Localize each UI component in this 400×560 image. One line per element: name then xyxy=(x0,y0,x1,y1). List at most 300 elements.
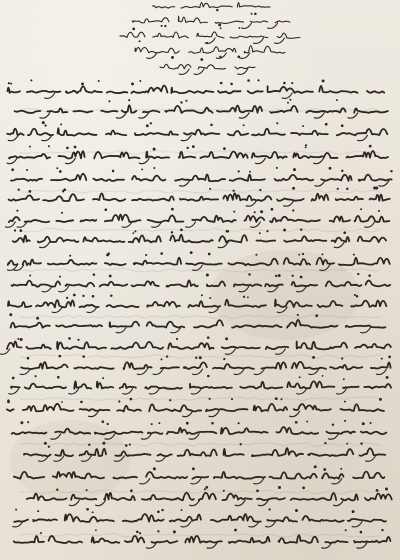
handwritten-word xyxy=(106,130,126,135)
diacritic-dot xyxy=(240,443,242,445)
handwritten-word xyxy=(49,536,82,543)
diacritic-dot xyxy=(61,212,63,214)
diacritic-dot xyxy=(254,211,256,213)
handwritten-word xyxy=(364,384,391,388)
diacritic-dot xyxy=(15,509,17,511)
text-line xyxy=(14,529,391,549)
handwritten-word xyxy=(275,300,312,307)
handwritten-stroke xyxy=(59,286,69,291)
handwritten-word xyxy=(23,260,41,266)
handwritten-word xyxy=(254,404,288,411)
handwritten-word xyxy=(48,108,68,112)
diacritic-dot xyxy=(29,146,31,148)
handwritten-word xyxy=(179,152,196,158)
handwritten-word xyxy=(73,111,92,113)
diacritic-dot xyxy=(199,356,202,359)
handwritten-word xyxy=(277,199,304,201)
handwritten-stroke xyxy=(7,158,17,163)
handwritten-word xyxy=(351,300,386,306)
handwritten-word xyxy=(105,215,140,222)
handwritten-stroke xyxy=(96,500,106,505)
handwritten-word xyxy=(219,235,247,242)
handwritten-word xyxy=(330,216,350,222)
handwritten-stroke xyxy=(20,369,30,374)
handwritten-word xyxy=(43,194,84,201)
diacritic-dot xyxy=(60,123,62,125)
diacritic-dot xyxy=(216,9,218,11)
handwritten-word xyxy=(117,406,141,412)
text-line xyxy=(9,313,385,333)
handwritten-word xyxy=(336,197,363,201)
diacritic-dot xyxy=(112,171,114,173)
diacritic-dot xyxy=(139,40,141,42)
handwritten-word xyxy=(184,130,219,135)
handwritten-word xyxy=(11,387,20,388)
diacritic-dot xyxy=(20,421,23,424)
handwritten-word xyxy=(326,281,362,286)
handwritten-word xyxy=(197,32,224,38)
diacritic-dot xyxy=(322,375,324,377)
diacritic-dot xyxy=(289,99,291,101)
handwritten-word xyxy=(306,108,345,112)
handwritten-word xyxy=(146,472,187,478)
handwritten-word xyxy=(359,175,392,181)
diacritic-dot xyxy=(73,294,76,297)
diacritic-dot xyxy=(82,295,84,297)
handwritten-word xyxy=(218,91,241,93)
handwritten-stroke xyxy=(209,307,219,312)
diacritic-dot xyxy=(192,145,195,148)
handwritten-word xyxy=(339,258,390,265)
handwritten-word xyxy=(265,284,283,286)
handwritten-word xyxy=(354,108,388,112)
handwritten-word xyxy=(56,220,73,222)
diacritic-dot xyxy=(206,274,209,277)
handwritten-stroke xyxy=(116,327,126,332)
handwritten-word xyxy=(341,494,358,500)
handwritten-stroke xyxy=(275,38,285,43)
diacritic-dot xyxy=(346,443,348,445)
diacritic-dot xyxy=(295,421,298,424)
handwritten-stroke xyxy=(141,434,151,439)
handwritten-word xyxy=(14,520,28,522)
handwritten-word xyxy=(222,494,251,500)
diacritic-dot xyxy=(68,337,71,340)
handwritten-word xyxy=(113,477,136,479)
handwritten-stroke xyxy=(297,389,307,394)
diacritic-dot xyxy=(104,208,107,211)
handwritten-word xyxy=(120,32,145,37)
diacritic-dot xyxy=(139,532,141,534)
diacritic-dot xyxy=(386,376,389,379)
diacritic-dot xyxy=(283,82,286,85)
diacritic-dot xyxy=(247,79,250,82)
handwritten-word xyxy=(326,432,355,434)
diacritic-dot xyxy=(35,375,37,377)
handwritten-word xyxy=(13,236,30,243)
handwritten-word xyxy=(198,65,225,69)
handwritten-word xyxy=(66,283,95,287)
diacritic-dot xyxy=(223,147,226,150)
handwritten-word xyxy=(213,364,254,369)
handwritten-word xyxy=(358,236,386,242)
diacritic-dot xyxy=(14,229,16,231)
diacritic-dot xyxy=(314,465,317,468)
handwritten-word xyxy=(83,237,124,242)
handwritten-word xyxy=(93,179,124,181)
diacritic-dot xyxy=(220,82,223,85)
handwritten-word xyxy=(24,454,51,457)
diacritic-dot xyxy=(57,376,60,379)
handwritten-word xyxy=(181,3,232,8)
handwritten-word xyxy=(257,498,285,500)
handwritten-word xyxy=(107,305,139,307)
diacritic-dot xyxy=(248,273,250,275)
diacritic-dot xyxy=(132,232,134,234)
handwritten-stroke xyxy=(147,53,157,58)
diacritic-dot xyxy=(356,295,359,298)
diacritic-dot xyxy=(110,294,112,296)
diacritic-dot xyxy=(102,420,105,423)
diacritic-dot xyxy=(238,27,240,29)
handwritten-word xyxy=(354,537,390,543)
diacritic-dot xyxy=(86,508,89,511)
handwritten-word xyxy=(80,305,99,307)
handwritten-word xyxy=(110,322,140,327)
handwritten-stroke xyxy=(54,456,64,461)
diacritic-dot xyxy=(234,529,237,532)
diacritic-dot xyxy=(102,377,104,379)
diacritic-dot xyxy=(130,489,133,492)
diacritic-dot xyxy=(130,398,133,401)
handwritten-word xyxy=(51,174,86,181)
diacritic-dot xyxy=(255,254,257,256)
handwritten-word xyxy=(206,409,248,411)
handwritten-stroke xyxy=(114,456,124,461)
handwritten-word xyxy=(115,451,150,455)
handwritten-word xyxy=(25,384,66,389)
diacritic-dot xyxy=(146,124,149,127)
handwritten-stroke xyxy=(329,434,339,439)
handwritten-word xyxy=(221,428,268,434)
diacritic-dot xyxy=(157,530,159,532)
handwritten-stroke xyxy=(358,135,368,140)
diacritic-dot xyxy=(161,509,163,511)
diacritic-dot xyxy=(66,147,69,150)
handwritten-stroke xyxy=(183,411,193,416)
diacritic-dot xyxy=(362,422,365,425)
diacritic-dot xyxy=(360,531,363,534)
diacritic-dot xyxy=(27,357,30,360)
handwritten-stroke xyxy=(334,500,344,505)
handwritten-stroke xyxy=(40,242,50,247)
handwritten-stroke xyxy=(352,522,362,527)
diacritic-dot xyxy=(297,314,299,316)
diacritic-dot xyxy=(352,510,355,513)
handwritten-stroke xyxy=(240,53,250,58)
diacritic-dot xyxy=(153,167,155,169)
body-text-block xyxy=(0,79,393,548)
handwritten-word xyxy=(8,88,21,93)
diacritic-dot xyxy=(388,356,391,359)
handwritten-word xyxy=(185,536,222,543)
handwritten-word xyxy=(355,216,390,222)
handwritten-word xyxy=(370,194,390,200)
diacritic-dot xyxy=(98,80,100,82)
text-line xyxy=(0,336,391,354)
handwritten-word xyxy=(27,345,51,349)
diacritic-dot xyxy=(341,170,343,172)
handwritten-word xyxy=(145,387,182,389)
diacritic-dot xyxy=(27,421,29,423)
handwritten-stroke xyxy=(5,222,15,227)
handwritten-word xyxy=(252,448,303,456)
diacritic-dot xyxy=(7,401,10,404)
handwritten-stroke xyxy=(149,389,159,394)
handwritten-stroke xyxy=(89,411,99,416)
diacritic-dot xyxy=(151,423,153,425)
handwritten-stroke xyxy=(275,349,285,354)
handwritten-word xyxy=(94,152,139,158)
handwritten-word xyxy=(14,472,45,479)
handwritten-word xyxy=(365,494,392,501)
diacritic-dot xyxy=(238,170,240,172)
diacritic-dot xyxy=(238,422,240,424)
handwritten-word xyxy=(74,367,113,369)
handwritten-stroke xyxy=(254,369,264,374)
handwritten-word xyxy=(80,449,107,456)
diacritic-dot xyxy=(29,274,31,276)
text-line xyxy=(7,144,388,163)
diacritic-dot xyxy=(92,511,94,513)
handwritten-stroke xyxy=(51,434,61,439)
diacritic-dot xyxy=(171,208,174,211)
handwritten-word xyxy=(131,86,167,94)
handwritten-stroke xyxy=(250,222,260,227)
diacritic-dot xyxy=(340,468,342,470)
handwritten-word xyxy=(252,152,287,158)
handwritten-word xyxy=(207,281,225,286)
handwritten-word xyxy=(230,175,265,181)
diacritic-dot xyxy=(102,442,105,445)
handwritten-stroke xyxy=(266,522,276,527)
handwritten-word xyxy=(229,259,278,266)
handwritten-word xyxy=(237,3,270,8)
handwritten-stroke xyxy=(69,500,79,505)
handwritten-word xyxy=(229,537,270,543)
handwritten-stroke xyxy=(40,113,50,118)
diacritic-dot xyxy=(62,190,64,192)
diacritic-dot xyxy=(332,423,334,425)
handwritten-stroke xyxy=(277,307,287,312)
diacritic-dot xyxy=(16,210,18,212)
diacritic-dot xyxy=(77,339,79,341)
handwritten-stroke xyxy=(254,38,264,43)
text-line xyxy=(14,465,385,484)
diacritic-dot xyxy=(324,442,326,444)
handwritten-word xyxy=(125,536,144,543)
handwritten-word xyxy=(235,67,255,69)
handwritten-word xyxy=(188,301,220,307)
handwritten-word xyxy=(12,432,47,434)
diacritic-dot xyxy=(129,444,131,446)
heading-block xyxy=(120,0,300,74)
diacritic-dot xyxy=(381,529,383,531)
handwritten-stroke xyxy=(357,543,367,548)
handwritten-word xyxy=(161,367,179,368)
handwritten-word xyxy=(15,111,41,113)
handwritten-stroke xyxy=(246,201,256,206)
handwritten-word xyxy=(160,64,191,69)
diacritic-dot xyxy=(206,42,208,44)
handwritten-word xyxy=(8,301,31,307)
handwritten-word xyxy=(28,129,53,135)
diacritic-dot xyxy=(36,317,39,320)
diacritic-dot xyxy=(108,252,110,254)
diacritic-dot xyxy=(231,398,233,400)
diacritic-dot xyxy=(58,355,61,358)
handwritten-word xyxy=(7,129,24,135)
diacritic-dot xyxy=(341,357,343,359)
handwritten-word xyxy=(262,362,287,369)
text-line xyxy=(9,187,390,207)
diacritic-dot xyxy=(312,356,315,359)
handwritten-stroke xyxy=(140,479,150,484)
handwritten-word xyxy=(371,362,391,368)
diacritic-dot xyxy=(293,168,296,171)
handwritten-word xyxy=(361,432,386,434)
diacritic-dot xyxy=(92,295,95,298)
diacritic-dot xyxy=(209,398,211,400)
diacritic-dot xyxy=(385,488,388,491)
diacritic-dot xyxy=(237,55,240,58)
handwritten-word xyxy=(152,541,178,543)
handwritten-word xyxy=(293,153,337,158)
handwritten-stroke xyxy=(234,369,244,374)
handwritten-stroke xyxy=(379,181,389,186)
handwritten-stroke xyxy=(7,265,17,270)
handwritten-word xyxy=(168,343,213,349)
diacritic-dot xyxy=(186,422,189,425)
diacritic-dot xyxy=(164,25,166,27)
diacritic-dot xyxy=(306,421,308,423)
handwritten-stroke xyxy=(209,411,219,416)
diacritic-dot xyxy=(376,489,379,492)
handwritten-word xyxy=(135,47,179,53)
handwritten-stroke xyxy=(348,113,358,118)
handwritten-stroke xyxy=(123,389,133,394)
handwritten-word xyxy=(153,6,175,8)
handwritten-word xyxy=(11,179,42,181)
handwritten-stroke xyxy=(290,411,300,416)
handwritten-stroke xyxy=(45,93,55,98)
handwritten-word xyxy=(8,261,18,265)
handwritten-word xyxy=(9,154,50,158)
diacritic-dot xyxy=(266,230,268,232)
text-line xyxy=(8,79,385,98)
diacritic-dot xyxy=(287,102,289,104)
diacritic-dot xyxy=(59,170,62,173)
diacritic-dot xyxy=(141,168,143,170)
diacritic-dot xyxy=(66,297,68,299)
handwritten-word xyxy=(297,342,348,350)
diacritic-dot xyxy=(185,100,187,102)
handwritten-word xyxy=(252,129,285,136)
diacritic-dot xyxy=(219,56,221,58)
handwritten-word xyxy=(343,387,359,388)
diacritic-dot xyxy=(171,56,174,59)
diacritic-dot xyxy=(171,231,173,233)
diacritic-dot xyxy=(29,190,32,193)
handwritten-word xyxy=(170,235,213,243)
handwritten-word xyxy=(275,21,290,23)
diacritic-dot xyxy=(192,467,195,470)
diacritic-dot xyxy=(278,274,281,277)
diacritic-dot xyxy=(161,358,163,360)
diacritic-dot xyxy=(8,82,10,84)
diacritic-dot xyxy=(360,442,362,444)
diacritic-dot xyxy=(42,121,45,124)
handwritten-word xyxy=(7,341,22,349)
handwritten-stroke xyxy=(366,456,376,461)
diacritic-dot xyxy=(26,169,28,171)
handwritten-word xyxy=(194,320,223,327)
handwritten-word xyxy=(7,409,14,411)
handwritten-word xyxy=(178,16,207,23)
diacritic-dot xyxy=(226,230,229,233)
diacritic-dot xyxy=(12,377,15,380)
handwritten-stroke xyxy=(258,500,268,505)
handwritten-stroke xyxy=(255,158,265,163)
diacritic-dot xyxy=(257,79,259,81)
handwritten-stroke xyxy=(69,389,79,394)
handwritten-word xyxy=(9,217,20,222)
diacritic-dot xyxy=(11,168,14,171)
handwritten-stroke xyxy=(0,349,10,354)
handwritten-word xyxy=(147,302,180,307)
diacritic-dot xyxy=(329,167,332,170)
diacritic-dot xyxy=(344,401,346,403)
handwritten-stroke xyxy=(334,242,344,247)
handwritten-word xyxy=(180,197,218,201)
handwritten-word xyxy=(248,91,263,93)
handwritten-word xyxy=(167,428,217,434)
diacritic-dot xyxy=(271,208,274,211)
diacritic-dot xyxy=(247,296,249,298)
handwritten-stroke xyxy=(9,389,19,394)
handwritten-word xyxy=(33,519,57,521)
text-line xyxy=(15,99,388,118)
handwritten-word xyxy=(322,473,343,478)
handwritten-word xyxy=(158,454,172,456)
diacritic-dot xyxy=(81,82,84,85)
handwritten-stroke xyxy=(242,23,252,28)
diacritic-dot xyxy=(181,509,183,511)
handwritten-stroke xyxy=(225,349,235,354)
diacritic-dot xyxy=(256,489,259,492)
diacritic-dot xyxy=(201,294,203,296)
handwritten-word xyxy=(65,514,114,522)
handwritten-word xyxy=(291,493,337,500)
handwritten-stroke xyxy=(171,327,181,332)
diacritic-dot xyxy=(278,486,281,489)
handwritten-word xyxy=(192,216,236,222)
handwritten-word xyxy=(353,472,384,479)
handwritten-word xyxy=(270,217,320,222)
diacritic-dot xyxy=(275,397,278,400)
handwritten-word xyxy=(215,21,243,23)
diacritic-dot xyxy=(95,529,97,531)
